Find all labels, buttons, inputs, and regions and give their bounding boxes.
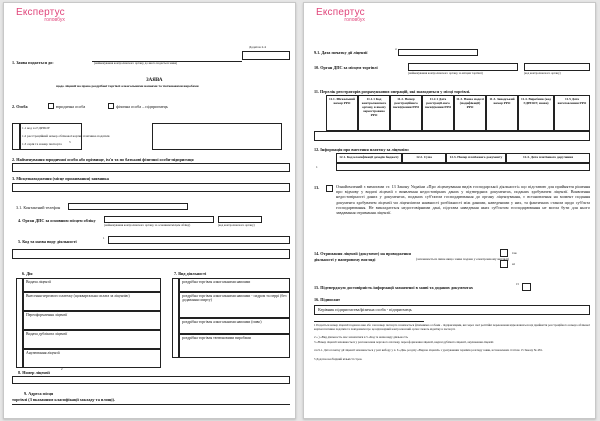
section-10-code-note: (код контролюючого органу) (524, 71, 561, 75)
section-1-label: 1. Заява подається до: (12, 60, 54, 65)
rro-header-7: 11.4. Виробник (код ЄДРПОУ, назва) (518, 95, 554, 131)
rro-header-1: 11.1. Фіскальний номер РРО (326, 95, 358, 131)
paper-yes-label: так (512, 251, 517, 255)
section-1-code-box[interactable] (242, 51, 290, 60)
section-4-label: 4. Орган ДПС за основним місцем обліку (18, 218, 96, 223)
section-16-label: 16. Підписант (314, 297, 341, 302)
paper-no-label: ні (512, 262, 515, 266)
action-reissue: Переоформлення ліцензії (23, 311, 161, 330)
section-10-note: (найменування контролюючого органу, за місцем торгівлі) (408, 71, 483, 75)
action-cancel: Анулювання ліцензії (23, 349, 161, 368)
logo-sub-right: головбух (344, 17, 365, 23)
activity-alcohol: роздрібна торгівля алкогольними напоями (179, 278, 290, 292)
phone-input-box[interactable] (68, 203, 188, 210)
actions-checkbox-column[interactable] (16, 278, 23, 368)
section-15-label: 15. Підтверджую достовірність інформації зазначеної в заяві та доданих документах (314, 285, 473, 290)
phone-label: 3.1. Контактний телефон (16, 205, 61, 210)
footnote-1: 1 Подається номер ліцензії поданою вже або сам номер паспорта зазначається фізичними особами - підприємцями, які через свої релігійні переконання відмовляються від прийняття реєстраційного номера облікової картки платника податків та повідомили про це відповідний контролюючий орган і мають відмітку в паспорті. (314, 323, 590, 331)
code-passport-footnote-mark: 3 (69, 140, 71, 144)
form-page-left (3, 2, 296, 419)
footnotes-divider (314, 321, 424, 322)
section-5-footnote-mark: 1 (103, 236, 105, 240)
section-14-note: (заповнюється лише якщо заява подана у електронному вигляді) (416, 257, 510, 261)
section-5-label: 5. Код та назва виду діяльності (18, 239, 77, 244)
section-7-label: 7. Вид діяльності (174, 271, 207, 276)
section-14-label-b: діяльності у паперовому вигляді (314, 257, 376, 262)
legal-entity-checkbox[interactable] (48, 103, 54, 109)
form-title: ЗАЯВА (146, 78, 163, 83)
individual-checkbox[interactable] (108, 103, 114, 109)
rro-data-row[interactable] (314, 131, 590, 141)
activities-checkbox-column[interactable] (172, 278, 179, 358)
logo-sub: головбух (44, 17, 65, 23)
section-10-label: 10. Орган ДПС за місцем торгівлі (314, 65, 378, 70)
form-page-right (303, 2, 596, 419)
code-rnokpp-label: 1.2 реєстраційний номер облікової картки платника податків (22, 134, 110, 138)
rro-header-5: 11.3. Назва моделі (модифікації) РРО (454, 95, 486, 131)
section-5-input-box[interactable] (108, 236, 290, 244)
address-input-box[interactable] (12, 183, 290, 192)
section-8-footnote-mark: 2 (61, 367, 63, 371)
section-9-field[interactable] (12, 404, 290, 405)
pay-header-2: 12.2. Сума (402, 153, 446, 163)
section-9-1-label: 9.1. Дата початку дії ліцензії (314, 50, 368, 55)
section-1-note: (найменування контролюючого органу, до якого подається заява) (94, 61, 178, 65)
footnote-3: 3 «Номер ліцензії заповнюється у разі внесення чергового платежу, переоформлення ліцензії, видачі дубліката ліцензії, анулювання ліцензії. (314, 340, 494, 344)
paper-no-checkbox[interactable] (500, 260, 508, 268)
codes-marker-box (12, 123, 20, 150)
pay-data-row[interactable] (336, 163, 590, 171)
pay-header-3: 12.3. Номер платіжного документу (446, 153, 506, 163)
action-issue: Видача ліцензії (23, 278, 161, 292)
code-passport-label: 1.3 серія та номер паспорта (22, 142, 62, 146)
section-13-label: 13. (314, 185, 320, 190)
activity-beer: роздрібна торгівля алкогольними напоями (пиво) (179, 318, 290, 334)
logo-name-right: Експертус (316, 7, 365, 18)
rro-header-2: 11.1.1 Код контролюючого органу, в якому зареєстровано РРО (358, 95, 390, 131)
name-input-box[interactable] (12, 163, 290, 172)
section-2-label: 2. Особа (12, 104, 28, 109)
section-8-label: 8. Номер ліцензії (18, 370, 50, 375)
pay-header-4: 12.4. Дата платіжного доручення (506, 153, 590, 163)
section-10-input-box[interactable] (408, 63, 518, 71)
pay-row-mark: 1 (316, 165, 318, 169)
rro-header-6: 11.3. Заводський номер РРО (486, 95, 518, 131)
activity-tobacco: роздрібна торгівля тютюновими виробами (179, 334, 290, 358)
annex-label: Додаток 2.4 (249, 45, 266, 49)
footnote-4: 4 в 9.1. Дата початку дії ліцензії заповнюється у разі вибору у п. 6 «Дія» розділу «Видача ліцензії» з урахуванням термінів розгляду заяви, встановлених статтею 15 Закону № 481. (314, 348, 543, 352)
section-15-checkbox[interactable] (522, 283, 531, 291)
section-13-text: Ознайомлений з вимогами ст. 13 Закону України «Про ліцензування видів господарської діяльності» що підставою для прийняття рішення про відмову у видачі ліцензії є виявлення недостовірних даних у підтвердних документах, поданих здобувачем ліцензії. Виявлення недостовірності даних у документах, поданих суб'єктом господарювання до органу ліцензування, є встановлення на момент подання документа здобувачем ліцензії чи ліцензіатом наявності розбіжності між даними, наведеними у них, та фактичних станом щодо суб'єкта господарювання. Не викладається недостовірними дані, підстава наведення яких суб'єктом господарювання не могла бути для нього завдавання отримання ліцензії. (336, 184, 590, 216)
section-9-label-b: торгівлі (З вказанням класифікації закладу та площі). (12, 397, 115, 402)
logo-name: Експертус (16, 7, 65, 18)
section-10-code-box[interactable] (524, 63, 590, 71)
action-duplicate: Видача дубліката ліцензії (23, 330, 161, 349)
action-payment: Внесення чергового платежу (щоквартальна сплата за ліцензію) (23, 292, 161, 311)
section-2-name-label: 2. Найменування юридичної особи або прізвище, ім'я та по батькові фізичної особи-підприємця (12, 157, 194, 162)
rro-header-3: 11.2. Номер реєстраційного посвідчення РРО (390, 95, 422, 131)
section-4-note: (найменування контролюючого органу, за основним місцем обліку) (104, 223, 191, 227)
license-number-box[interactable] (12, 376, 290, 384)
expertus-logo (16, 8, 65, 23)
section-9-label-a: 9. Адреса місця (24, 391, 54, 396)
footnote-2: 2 « ) »Вид діяльності» має зазначатися в 5 «Код та назва виду діяльності» (314, 335, 409, 339)
paper-yes-checkbox[interactable] (500, 249, 508, 257)
rro-header-4: 11.2.1 Дата реєстрації-ного посвідчення РРО (422, 95, 454, 131)
section-4-input-box[interactable] (104, 216, 214, 223)
section-3-label: 3. Місцезнаходження (місце проживання) заявника (12, 176, 109, 181)
section-6-label: 6. Дія (22, 271, 33, 276)
section-4-code-note: (код контролюючого органу) (218, 223, 255, 227)
signer-text: Керівник підприємства/фізична особа - підприємець (318, 307, 412, 312)
pay-header-1: 12.1. Код класифікації доходів бюджету (336, 153, 402, 163)
section-12-label: 12. Інформація про внесення платежу за ліцензію: (314, 147, 410, 152)
codes-input-box[interactable] (152, 123, 282, 150)
expertus-logo-right (316, 8, 365, 23)
legal-entity-label: юридична особа (56, 104, 86, 109)
rro-header-8: 11.5 Дата виготовлення РРО (554, 95, 590, 131)
section-13-checkbox[interactable] (326, 185, 333, 192)
footnote-5: 5 Додаток необхідний кількісті строк. (314, 357, 363, 361)
individual-label: фізична особа – підприємець (116, 104, 168, 109)
section-4-code-box[interactable] (218, 216, 262, 223)
section-5-extra-box[interactable] (12, 249, 290, 259)
form-subtitle: щодо ліцензії на право роздрібної торгівлі алкогольними напоями та тютюновими виробами (56, 84, 199, 88)
section-15-footnote-mark: 15 (516, 282, 519, 286)
code-edrpou-label: 1.1 код за ЄДРПОУ (22, 126, 50, 130)
start-date-box[interactable] (398, 49, 478, 56)
activity-cider: роздрібна торгівля алкогольними напоями - сидром та перрі (без додавання спирту) (179, 292, 290, 318)
section-11-label: 11. Перелік реєстраторів розрахункових операцій, які знаходяться у місці торгівлі. (314, 89, 471, 94)
section-14-label-a: 14. Отримання ліцензії (документ) на проводження (314, 251, 411, 256)
section-9-1-footnote-mark: 4 (395, 47, 397, 51)
